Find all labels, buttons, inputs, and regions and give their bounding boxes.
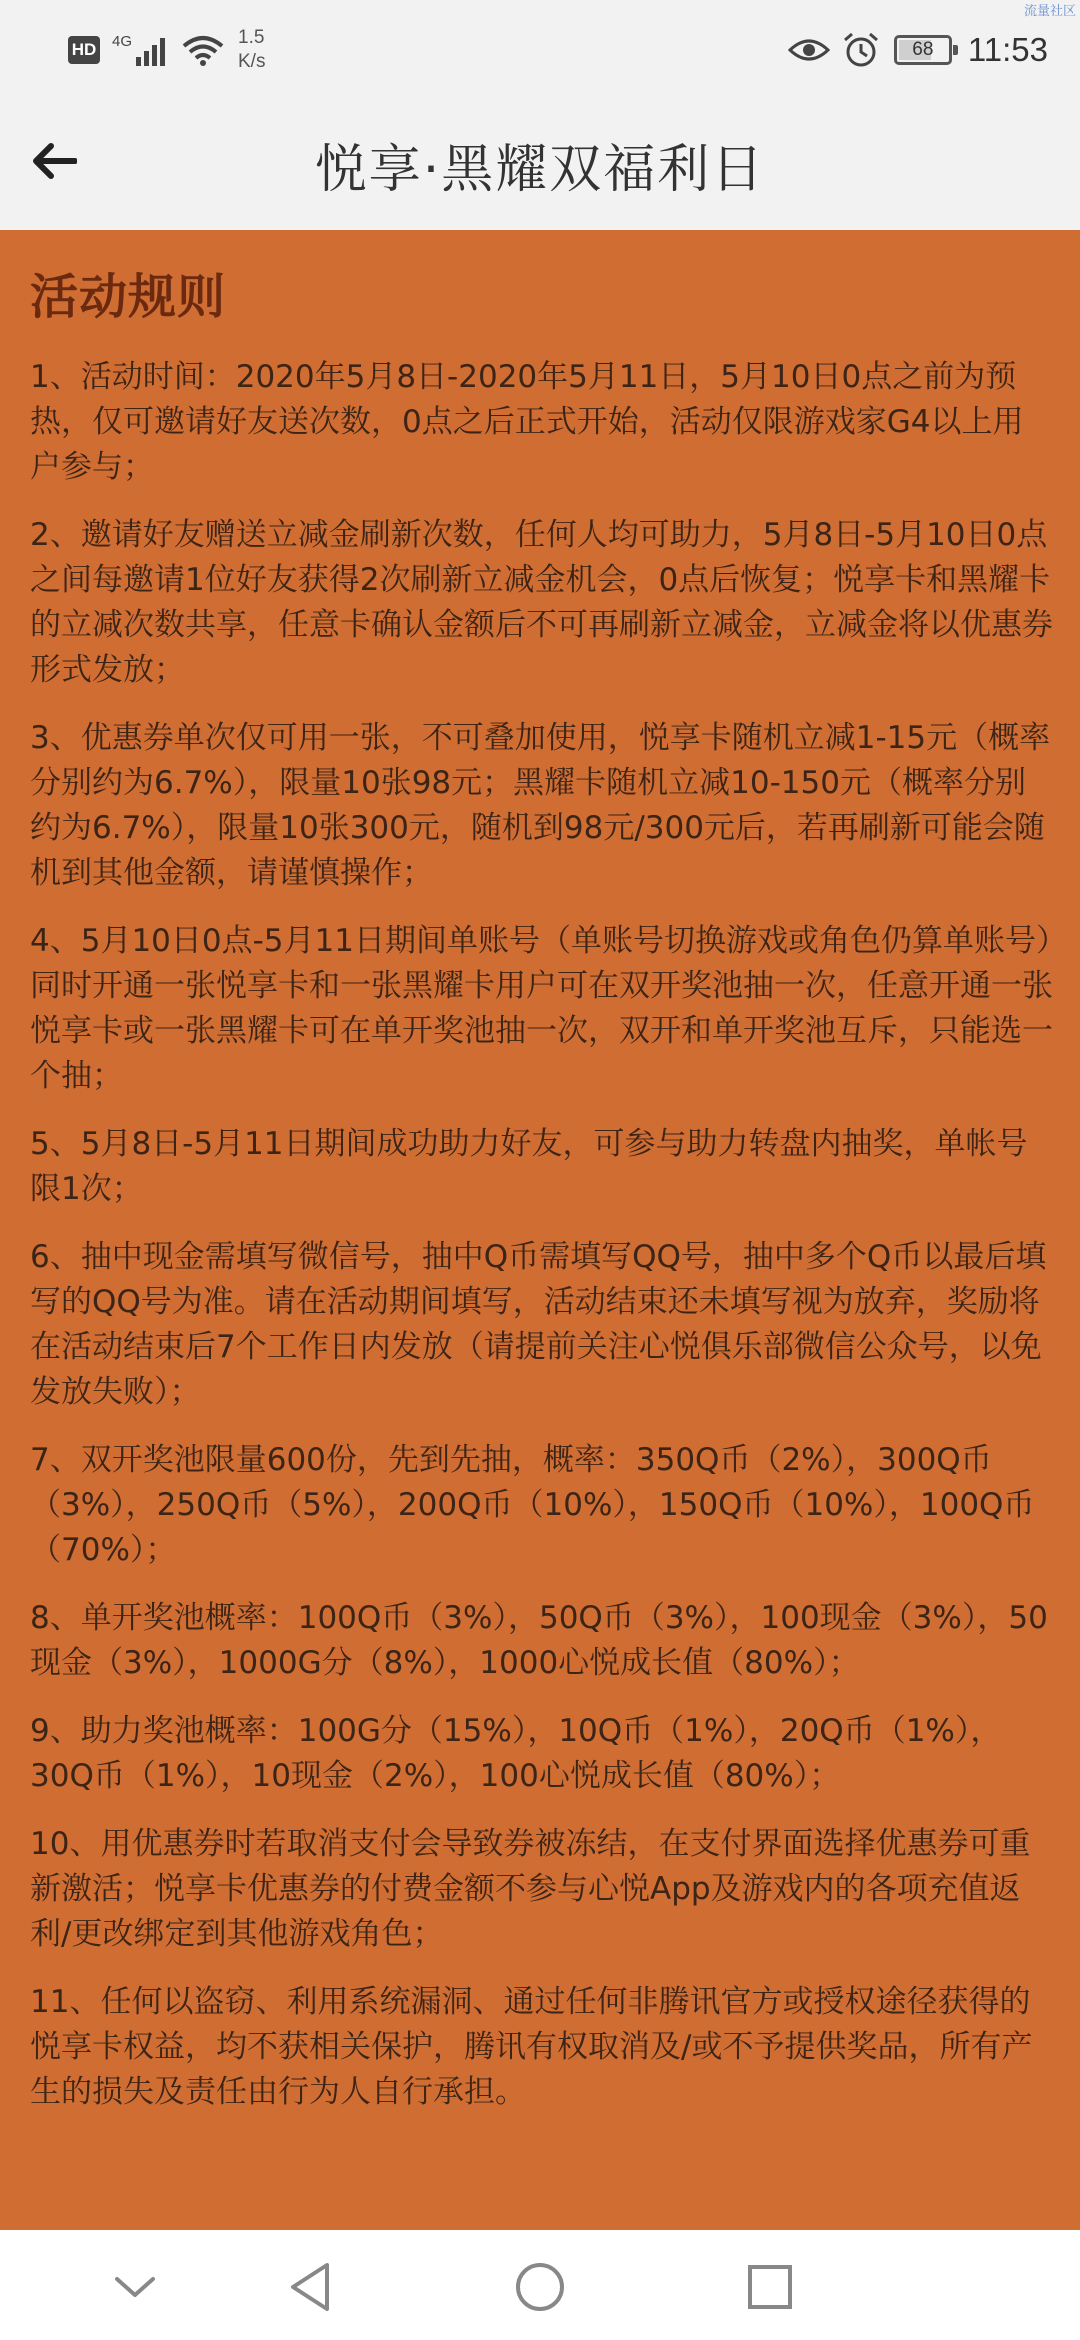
nav-home-button[interactable] [505, 2252, 575, 2322]
section-title: 活动规则 [30, 269, 227, 325]
status-bar [0, 0, 1080, 95]
rule-item: 6、抽中现金需填写微信号，抽中Q币需填写QQ号，抽中多个Q币以最后填写的QQ号为准。请在活动期间填写，活动结束还未填写视为放弃，奖励将在活动结束后7个工作日内发放（请提前关注心悦俱乐部微信公众号，以免发放失败）； [30, 1239, 1047, 1410]
battery-percent: 68 [912, 39, 934, 60]
rule-item: 9、助力奖池概率：100G分（15%），10Q币（1%），20Q币（1%），30Q币（1%），10现金（2%），100心悦成长值（80%）； [30, 1713, 1002, 1794]
rule-item: 7、双开奖池限量600份，先到先抽，概率：350Q币（2%），300Q币（3%），250Q币（5%），200Q币（10%），150Q币（10%），100Q币（70%）； [30, 1442, 1035, 1568]
speed-unit: K/s [238, 51, 266, 72]
rule-item: 8、单开奖池概率：100Q币（3%），50Q币（3%），100现金（3%），50现金（3%），1000G分（8%），1000心悦成长值（80%）； [30, 1600, 1048, 1681]
wifi-icon [180, 30, 226, 70]
signal-icon [112, 30, 174, 70]
app-header [0, 95, 1080, 230]
watermark-corner: 流量社区 [1023, 4, 1076, 19]
home-circle-icon [514, 2261, 566, 2313]
system-nav-bar [0, 2230, 1080, 2340]
status-left [68, 20, 265, 80]
back-triangle-icon [287, 2261, 333, 2313]
network-speed [238, 26, 265, 74]
rules-content[interactable] [0, 230, 1080, 2230]
nav-recents-button[interactable] [735, 2252, 805, 2322]
alarm-clock-icon [842, 31, 880, 69]
status-time: 11:53 [967, 31, 1048, 68]
rule-item: 3、优惠券单次仅可用一张，不可叠加使用，悦享卡随机立减1-15元（概率分别约为6.7%），限量10张98元；黑耀卡随机立减10-150元（概率分别约为6.7%），限量10张300元，随机到98元/300元后，若再刷新可能会随机到其他金额，请谨慎操作； [30, 720, 1051, 891]
rule-item: 2、邀请好友赠送立减金刷新次数，任何人均可助力，5月8日-5月10日0点之间每邀请1位好友获得2次刷新立减金机会，0点后恢复；悦享卡和黑耀卡的立减次数共享，任意卡确认金额后不可再刷新立减金，立减金将以优惠券形式发放； [30, 517, 1053, 688]
page-title: 悦享·黑耀双福利日 [314, 140, 766, 200]
battery-icon [894, 35, 952, 65]
speed-value: 1.5 [238, 27, 265, 48]
status-right [788, 20, 1048, 80]
rule-item: 11、任何以盗窃、利用系统漏洞、通过任何非腾讯官方或授权途径获得的悦享卡权益，均不获相关保护，腾讯有权取消及/或不予提供奖品，所有产生的损失及责任由行为人自行承担。 [30, 1984, 1033, 2110]
rule-item: 1、活动时间：2020年5月8日-2020年5月11日，5月10日0点之前为预热，仅可邀请好友送次数，0点之后正式开始，活动仅限游戏家G4以上用户参与； [30, 359, 1024, 485]
nav-back-button[interactable] [275, 2252, 345, 2322]
nav-hide-button[interactable] [100, 2252, 170, 2322]
rule-item: 10、用优惠券时若取消支付会导致券被冻结，在支付界面选择优惠券可重新激活；悦享卡优惠券的付费金额不参与心悦App及游戏内的各项充值返利/更改绑定到其他游戏角色； [30, 1826, 1031, 1952]
chevron-down-icon [113, 2272, 157, 2302]
rule-item: 5、5月8日-5月11日期间成功助力好友，可参与助力转盘内抽奖，单帐号限1次； [30, 1126, 1028, 1207]
recents-square-icon [746, 2263, 794, 2311]
eye-icon [788, 34, 830, 66]
hd-badge: HD [68, 36, 100, 64]
rule-item: 4、5月10日0点-5月11日期间单账号（单账号切换游戏或角色仍算单账号）同时开通一张悦享卡和一张黑耀卡用户可在双开奖池抽一次，任意开通一张悦享卡或一张黑耀卡可在单开奖池抽一次，双开和单开奖池互斥，只能选一个抽； [30, 923, 1053, 1094]
network-type-label: 4G [112, 33, 133, 50]
